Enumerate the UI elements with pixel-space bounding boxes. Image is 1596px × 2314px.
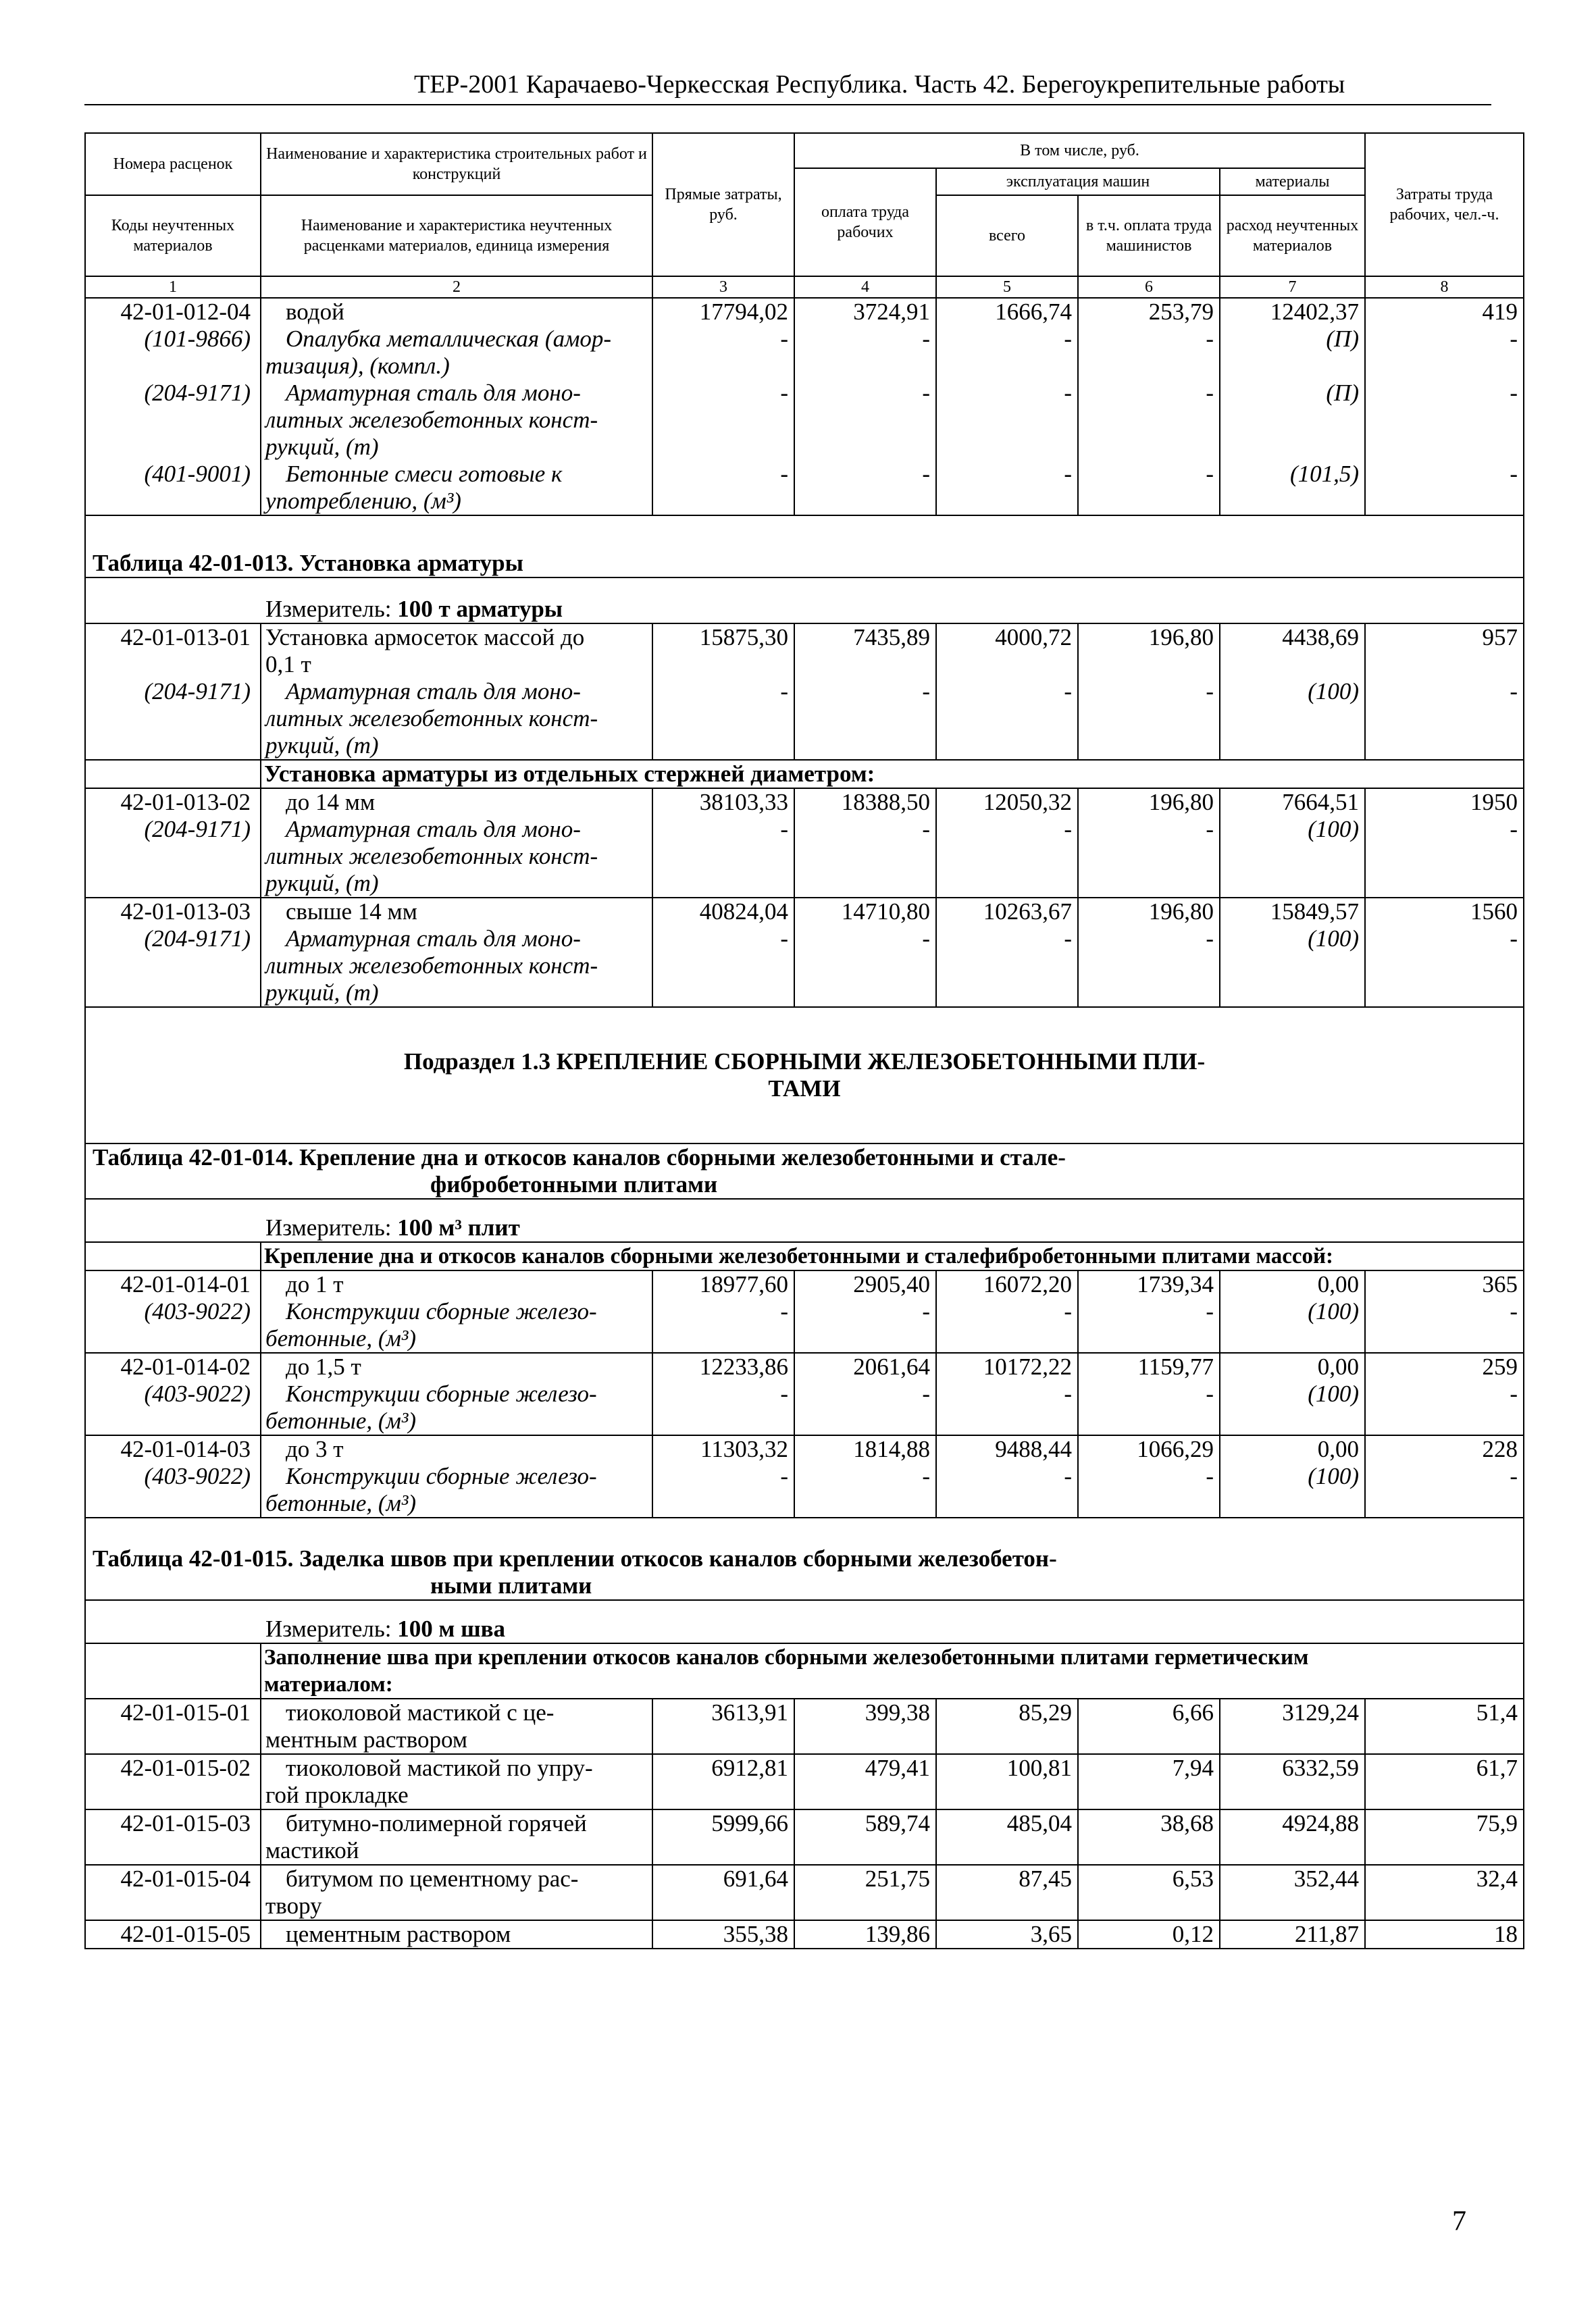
labor: 18 — [1365, 1920, 1524, 1949]
price-table — [84, 132, 1524, 1949]
rate-name: битумом по цементному рас- — [286, 1866, 579, 1892]
dash: - — [1206, 678, 1214, 704]
col-num: 1 — [85, 276, 261, 298]
wages: 1814,88 — [853, 1436, 930, 1462]
rate-name: тиоколовой мастикой по упру- — [286, 1755, 593, 1781]
dash: - — [922, 461, 930, 487]
rate-code: 42-01-014-02 — [120, 1354, 251, 1380]
table-row — [85, 1809, 1524, 1865]
measure-value: 100 м шва — [397, 1616, 506, 1642]
machines-total: 10172,22 — [983, 1354, 1072, 1380]
machinists-wages: 196,80 — [1148, 789, 1214, 815]
rate-name: цементным раствором — [286, 1921, 511, 1947]
table-title: ными плитами — [430, 1572, 592, 1599]
material-name: литных железобетонных конст- — [265, 952, 598, 979]
rate-code: 42-01-013-03 — [120, 898, 251, 925]
group-heading: Крепление дна и откосов каналов сборными железобетонными и сталефибробетонными плитами массой: — [261, 1242, 1524, 1270]
wages: 139,86 — [794, 1920, 936, 1949]
dash: - — [780, 1298, 788, 1325]
col-name-header: Наименование и характеристика строительных работ и конструкций — [261, 133, 652, 195]
material-code: (403-9022) — [144, 1298, 251, 1325]
header-rule — [84, 104, 1491, 105]
dash: - — [922, 1463, 930, 1489]
col-machinists-header: в т.ч. оплата труда машинистов — [1078, 195, 1220, 276]
rate-name: битумно-полимерной горячей — [286, 1810, 587, 1836]
rate-name: Установка армосеток массой до — [265, 624, 585, 650]
col-material-use-header: расход неучтенных материалов — [1220, 195, 1365, 276]
machines-total: 4000,72 — [995, 624, 1072, 650]
machinists-wages: 6,53 — [1078, 1865, 1220, 1920]
col-machines-total-header: всего — [936, 195, 1078, 276]
material-name: Опалубка металлическая (амор- — [286, 326, 612, 352]
col-num: 3 — [652, 276, 794, 298]
dash: - — [1206, 925, 1214, 952]
section-title: Подраздел 1.3 КРЕПЛЕНИЕ СБОРНЫМИ ЖЕЛЕЗОБЕТОННЫМИ ПЛИ- — [403, 1048, 1206, 1075]
dash: - — [1064, 678, 1072, 704]
col-direct-header: Прямые затраты, руб. — [652, 133, 794, 276]
material-name: бетонные, (м³) — [265, 1408, 417, 1434]
col-num: 6 — [1078, 276, 1220, 298]
rate-code: 42-01-015-05 — [85, 1920, 261, 1949]
material-code: (403-9022) — [144, 1463, 251, 1489]
material-name: рукций, (т) — [265, 979, 379, 1006]
table-row — [85, 898, 1524, 1007]
dash: - — [1064, 925, 1072, 952]
material-name: бетонные, (м³) — [265, 1490, 417, 1516]
materials: 6332,59 — [1220, 1754, 1365, 1809]
labor: 1560 — [1470, 898, 1518, 925]
rate-name: тиоколовой мастикой с це- — [286, 1699, 555, 1726]
material-use: (П) — [1326, 380, 1359, 406]
machinists-wages: 1159,77 — [1137, 1354, 1214, 1380]
direct-cost: 40824,04 — [699, 898, 788, 925]
group-heading: Заполнение шва при креплении откосов каналов сборными железобетонными плитами герметическим — [264, 1645, 1309, 1670]
group-heading: материалом: — [264, 1672, 393, 1697]
direct-cost: 3613,91 — [652, 1699, 794, 1754]
table-title: фибробетонными плитами — [430, 1171, 718, 1198]
dash: - — [1064, 380, 1072, 406]
table-title: Таблица 42-01-013. Установка арматуры — [93, 550, 523, 576]
dash: - — [1064, 461, 1072, 487]
col-material-name-header: Наименование и характеристика неучтенных расценками материалов, единица измерения — [261, 195, 652, 276]
materials: 0,00 — [1317, 1354, 1359, 1380]
materials: 0,00 — [1317, 1271, 1359, 1297]
direct-cost: 355,38 — [652, 1920, 794, 1949]
materials: 0,00 — [1317, 1436, 1359, 1462]
material-code: (204-9171) — [144, 816, 251, 842]
table-row — [85, 1754, 1524, 1809]
dash: - — [1510, 816, 1518, 842]
dash: - — [780, 326, 788, 352]
dash: - — [922, 1298, 930, 1325]
machinists-wages: 1739,34 — [1137, 1271, 1214, 1297]
dash: - — [780, 1381, 788, 1407]
rate-name: водой — [286, 299, 344, 325]
dash: - — [780, 380, 788, 406]
material-use: (П) — [1326, 326, 1359, 352]
labor: 228 — [1482, 1436, 1518, 1462]
machines-total: 10263,67 — [983, 898, 1072, 925]
material-use: (100) — [1308, 1298, 1359, 1325]
col-num: 2 — [261, 276, 652, 298]
material-name: употреблению, (м³) — [265, 488, 461, 514]
table-title: Таблица 42-01-014. Крепление дна и откосов каналов сборными железобетонными и стале- — [93, 1144, 1066, 1171]
rate-code: 42-01-015-04 — [85, 1865, 261, 1920]
rate-name: до 3 т — [286, 1436, 344, 1462]
dash: - — [922, 816, 930, 842]
material-name: литных железобетонных конст- — [265, 407, 598, 433]
dash: - — [1064, 326, 1072, 352]
machines-total: 485,04 — [936, 1809, 1078, 1865]
dash: - — [1206, 1381, 1214, 1407]
col-material-codes-header: Коды неучтенных материалов — [85, 195, 261, 276]
dash: - — [780, 925, 788, 952]
labor: 51,4 — [1365, 1699, 1524, 1754]
labor: 957 — [1482, 624, 1518, 650]
dash: - — [1510, 461, 1518, 487]
material-name: Конструкции сборные железо- — [286, 1298, 597, 1325]
direct-cost: 6912,81 — [652, 1754, 794, 1809]
dash: - — [780, 678, 788, 704]
dash: - — [922, 326, 930, 352]
machines-total: 3,65 — [936, 1920, 1078, 1949]
dash: - — [1206, 1298, 1214, 1325]
dash: - — [1206, 461, 1214, 487]
rate-name: гой прокладке — [265, 1782, 409, 1808]
dash: - — [1064, 1463, 1072, 1489]
material-name: Бетонные смеси готовые к — [286, 461, 563, 487]
machinists-wages: 196,80 — [1148, 898, 1214, 925]
rate-code: 42-01-013-02 — [120, 789, 251, 815]
col-materials-header: материалы — [1220, 168, 1365, 195]
dash: - — [1510, 1463, 1518, 1489]
table-row — [85, 1699, 1524, 1754]
dash: - — [1510, 678, 1518, 704]
wages: 479,41 — [794, 1754, 936, 1809]
page-number: 7 — [1452, 2206, 1466, 2237]
material-name: Конструкции сборные железо- — [286, 1463, 597, 1489]
wages: 14710,80 — [841, 898, 930, 925]
materials: 7664,51 — [1282, 789, 1359, 815]
rate-name: до 1,5 т — [286, 1354, 361, 1380]
dash: - — [1206, 380, 1214, 406]
direct-cost: 691,64 — [652, 1865, 794, 1920]
material-name: бетонные, (м³) — [265, 1325, 417, 1352]
dash: - — [1206, 816, 1214, 842]
machines-total: 85,29 — [936, 1699, 1078, 1754]
materials: 352,44 — [1220, 1865, 1365, 1920]
wages: 3724,91 — [853, 299, 930, 325]
rate-name: свыше 14 мм — [286, 898, 417, 925]
measure-value: 100 т арматуры — [397, 596, 563, 622]
material-name: рукций, (т) — [265, 732, 379, 759]
direct-cost: 5999,66 — [652, 1809, 794, 1865]
materials: 4924,88 — [1220, 1809, 1365, 1865]
machinists-wages: 1066,29 — [1137, 1436, 1214, 1462]
rate-code: 42-01-012-04 — [120, 299, 251, 325]
rate-name: 0,1 т — [265, 651, 311, 677]
labor: 365 — [1482, 1271, 1518, 1297]
rate-name: твору — [265, 1893, 322, 1919]
machines-total: 12050,32 — [983, 789, 1072, 815]
labor: 61,7 — [1365, 1754, 1524, 1809]
material-code: (101-9866) — [144, 326, 251, 352]
dash: - — [1206, 1463, 1214, 1489]
wages: 18388,50 — [841, 789, 930, 815]
material-use: (100) — [1308, 1463, 1359, 1489]
material-name: Арматурная сталь для моно- — [286, 678, 581, 704]
dash: - — [1064, 1381, 1072, 1407]
col-in-total-header: В том числе, руб. — [794, 133, 1365, 168]
wages: 7435,89 — [853, 624, 930, 650]
wages: 399,38 — [794, 1699, 936, 1754]
col-labor-header: Затраты труда рабочих, чел.-ч. — [1365, 133, 1524, 276]
rate-code: 42-01-015-03 — [85, 1809, 261, 1865]
table-row — [85, 1270, 1524, 1353]
direct-cost: 18977,60 — [699, 1271, 788, 1297]
col-codes-header: Номера расценок — [85, 133, 261, 195]
machines-total: 1666,74 — [995, 299, 1072, 325]
machines-total: 16072,20 — [983, 1271, 1072, 1297]
col-machines-header: эксплуатация машин — [936, 168, 1220, 195]
material-code: (403-9022) — [144, 1381, 251, 1407]
table-row — [85, 788, 1524, 898]
rate-code: 42-01-015-02 — [85, 1754, 261, 1809]
dash: - — [1510, 380, 1518, 406]
dash: - — [1510, 326, 1518, 352]
wages: 589,74 — [794, 1809, 936, 1865]
rate-name: ментным раствором — [265, 1726, 467, 1753]
machines-total: 9488,44 — [995, 1436, 1072, 1462]
rate-name: мастикой — [265, 1837, 359, 1863]
dash: - — [1064, 1298, 1072, 1325]
materials: 3129,24 — [1220, 1699, 1365, 1754]
materials: 12402,37 — [1270, 299, 1359, 325]
machinists-wages: 253,79 — [1148, 299, 1214, 325]
table-row — [85, 1920, 1524, 1949]
machinists-wages: 0,12 — [1078, 1920, 1220, 1949]
dash: - — [1510, 1298, 1518, 1325]
material-use: (100) — [1308, 925, 1359, 952]
material-name: Арматурная сталь для моно- — [286, 380, 581, 406]
dash: - — [780, 1463, 788, 1489]
machinists-wages: 7,94 — [1078, 1754, 1220, 1809]
table-title: Таблица 42-01-015. Заделка швов при креплении откосов каналов сборными железобетон- — [93, 1545, 1057, 1572]
group-heading: Установка арматуры из отдельных стержней диаметром: — [261, 760, 1524, 788]
dash: - — [922, 380, 930, 406]
materials: 211,87 — [1220, 1920, 1365, 1949]
machinists-wages: 38,68 — [1078, 1809, 1220, 1865]
table-row — [85, 1865, 1524, 1920]
table-row — [85, 1353, 1524, 1435]
wages: 2061,64 — [853, 1354, 930, 1380]
material-code: (204-9171) — [144, 925, 251, 952]
machines-total: 87,45 — [936, 1865, 1078, 1920]
measure-label: Измеритель: — [265, 596, 398, 622]
rate-name: до 14 мм — [286, 789, 376, 815]
machinists-wages: 6,66 — [1078, 1699, 1220, 1754]
rate-code: 42-01-015-01 — [85, 1699, 261, 1754]
dash: - — [780, 816, 788, 842]
dash: - — [1064, 816, 1072, 842]
material-code: (204-9171) — [144, 678, 251, 704]
direct-cost: 11303,32 — [700, 1436, 788, 1462]
labor: 1950 — [1470, 789, 1518, 815]
material-use: (100) — [1308, 816, 1359, 842]
material-name: Конструкции сборные железо- — [286, 1381, 597, 1407]
material-use: (100) — [1308, 1381, 1359, 1407]
material-name: рукций, (т) — [265, 870, 379, 896]
col-num: 7 — [1220, 276, 1365, 298]
labor: 75,9 — [1365, 1809, 1524, 1865]
dash: - — [1206, 326, 1214, 352]
direct-cost: 15875,30 — [699, 624, 788, 650]
machines-total: 100,81 — [936, 1754, 1078, 1809]
material-use: (101,5) — [1289, 461, 1359, 487]
section-title: ТАМИ — [768, 1075, 841, 1102]
machinists-wages: 196,80 — [1148, 624, 1214, 650]
measure-value: 100 м³ плит — [397, 1214, 520, 1241]
dash: - — [922, 925, 930, 952]
material-use: (100) — [1308, 678, 1359, 704]
dash: - — [780, 461, 788, 487]
labor: 419 — [1482, 299, 1518, 325]
dash: - — [922, 678, 930, 704]
labor: 32,4 — [1365, 1865, 1524, 1920]
dash: - — [1510, 1381, 1518, 1407]
material-name: литных железобетонных конст- — [265, 843, 598, 869]
page-header: ТЕР-2001 Карачаево-Черкесская Республика. Часть 42. Берегоукрепительные работы — [414, 70, 1345, 99]
direct-cost: 38103,33 — [699, 789, 788, 815]
materials: 4438,69 — [1282, 624, 1359, 650]
rate-code: 42-01-014-03 — [120, 1436, 251, 1462]
material-code: (401-9001) — [144, 461, 251, 487]
measure-label: Измеритель: — [265, 1214, 398, 1241]
material-name: рукций, (т) — [265, 434, 379, 460]
col-num: 5 — [936, 276, 1078, 298]
table-row — [85, 298, 1524, 515]
direct-cost: 12233,86 — [699, 1354, 788, 1380]
rate-name: до 1 т — [286, 1271, 344, 1297]
labor: 259 — [1482, 1354, 1518, 1380]
col-num: 8 — [1365, 276, 1524, 298]
material-name: Арматурная сталь для моно- — [286, 816, 581, 842]
rate-code: 42-01-014-01 — [120, 1271, 251, 1297]
material-name: тизация), (компл.) — [265, 353, 450, 379]
material-name: Арматурная сталь для моно- — [286, 925, 581, 952]
table-row — [85, 1435, 1524, 1518]
material-name: литных железобетонных конст- — [265, 705, 598, 731]
rate-code: 42-01-013-01 — [120, 624, 251, 650]
wages: 251,75 — [794, 1865, 936, 1920]
dash: - — [922, 1381, 930, 1407]
dash: - — [1510, 925, 1518, 952]
table-row — [85, 623, 1524, 760]
material-code: (204-9171) — [144, 380, 251, 406]
measure-label: Измеритель: — [265, 1616, 398, 1642]
col-num: 4 — [794, 276, 936, 298]
direct-cost: 17794,02 — [699, 299, 788, 325]
col-wages-header: оплата труда рабочих — [794, 168, 936, 276]
wages: 2905,40 — [853, 1271, 930, 1297]
materials: 15849,57 — [1270, 898, 1359, 925]
